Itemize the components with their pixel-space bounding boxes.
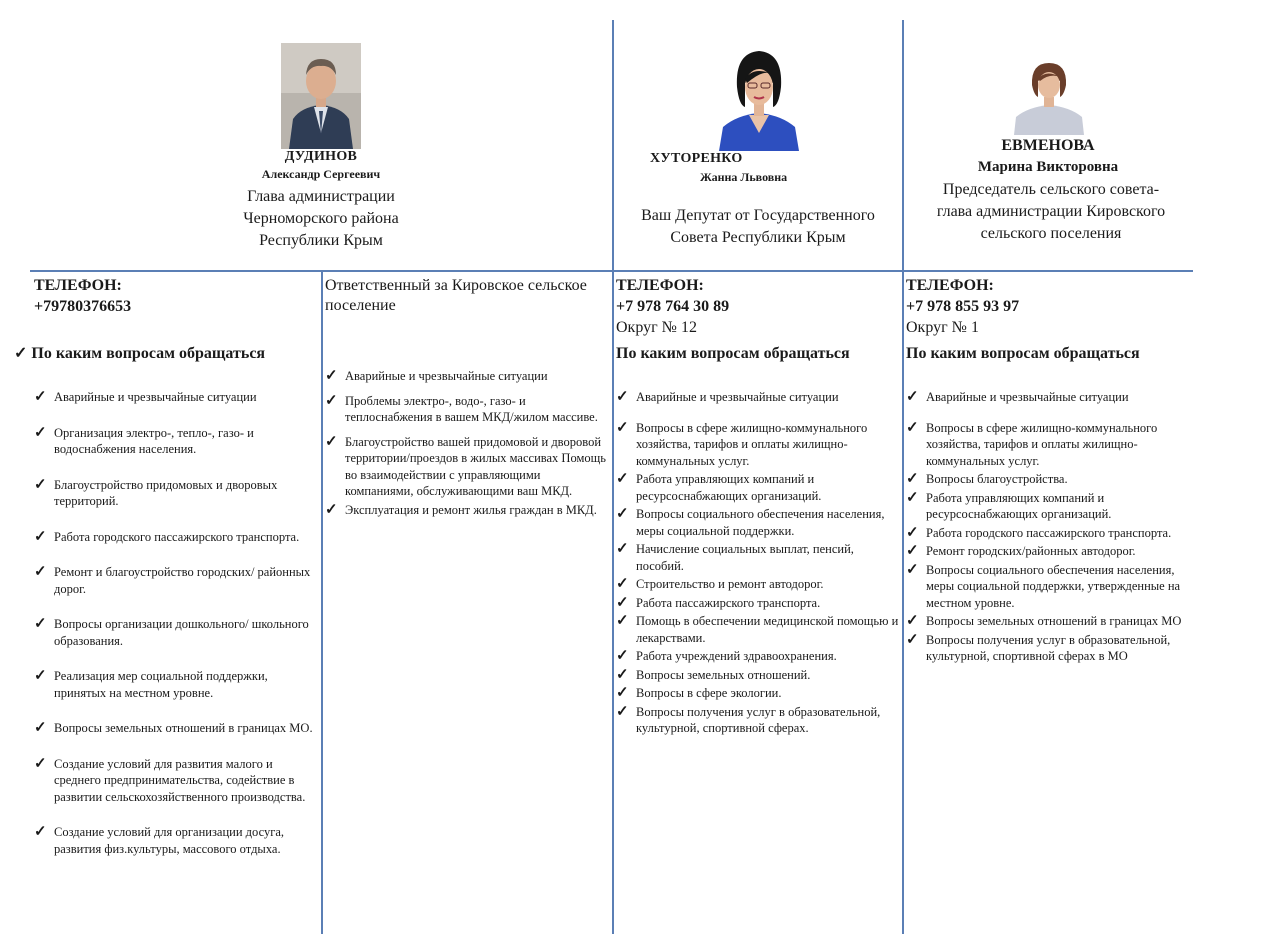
- list-item: ✓ Вопросы земельных отношений в границах МО: [906, 613, 1182, 629]
- col3-questions-heading: По каким вопросам обращаться: [616, 345, 850, 362]
- col3-surname: ХУТОРЕНКО: [650, 151, 743, 166]
- list-item: ✓ Работа управляющих компаний и ресурсоснабжающих организаций.: [616, 471, 822, 503]
- list-item: ✓ Вопросы земельных отношений.: [616, 666, 811, 683]
- checkmark-icon: ✓: [325, 368, 338, 384]
- list-item: ✓ Работа городского пассажирского транспорта.: [906, 524, 1172, 541]
- checkmark-icon: ✓: [34, 476, 47, 493]
- col4-phone: +7 978 855 93 97: [906, 298, 1020, 315]
- checkmark-icon: ✓: [34, 564, 47, 580]
- list-item: ✓ Эксплуатация и ремонт жилья граждан в МКД.: [325, 501, 597, 518]
- checkmark-icon: ✓: [325, 392, 338, 409]
- list-item: ✓ Вопросы в сфере жилищно-коммунального хозяйства, тарифов и оплаты жилищно-коммунальных услуг.: [906, 419, 1158, 468]
- checkmark-icon: ✓: [616, 594, 629, 611]
- list-item: ✓ Создание условий для организации досуга, развития физ.культуры, массового отдыха.: [34, 824, 285, 856]
- list-item: ✓ Вопросы благоустройства.: [906, 471, 1068, 487]
- col1-phone: +79780376653: [34, 298, 132, 315]
- list-item: ✓ Строительство и ремонт автодорог.: [616, 576, 824, 592]
- list-item: ✓ Вопросы в сфере жилищно-коммунального хозяйства, тарифов и оплаты жилищно-коммунальных услуг.: [616, 419, 868, 468]
- checkmark-icon: ✓: [906, 561, 919, 578]
- col1-surname: ДУДИНОВ: [284, 149, 358, 164]
- col1-role-line: Республики Крым: [259, 232, 383, 249]
- list-item: ✓ Вопросы социального обеспечения населения, меры социальной поддержки, утвержденные на местном уровне.: [906, 561, 1181, 610]
- col3-okrug: Округ № 12: [616, 319, 697, 336]
- col4-okrug: Округ № 1: [906, 319, 979, 336]
- col2-list: [325, 368, 610, 526]
- checkmark-icon: ✓: [325, 501, 338, 518]
- list-item: ✓ Помощь в обеспечении медицинской помощью и лекарствами.: [616, 613, 899, 645]
- checkmark-icon: ✓: [34, 824, 47, 840]
- list-item: ✓ Ремонт городских/районных автодорог.: [906, 543, 1136, 559]
- checkmark-icon: ✓: [616, 506, 629, 522]
- col4-role-line: Председатель сельского совета-: [942, 181, 1160, 198]
- col4-role-line: сельского поселения: [980, 225, 1122, 242]
- photo-dudinov: [281, 43, 361, 149]
- checkmark-icon: ✓: [34, 755, 47, 772]
- divider-horizontal: [30, 270, 1193, 272]
- list-item: ✓ Вопросы получения услуг в образовательной, культурной, спортивной сферах в МО: [906, 631, 1171, 663]
- checkmark-icon: ✓: [906, 613, 919, 629]
- checkmark-icon: ✓: [34, 389, 47, 405]
- list-item: ✓ Аварийные и чрезвычайные ситуации: [325, 368, 548, 384]
- list-item: ✓ Работа пассажирского транспорта.: [616, 594, 821, 611]
- col4-role-line: глава администрации Кировского: [936, 203, 1166, 220]
- col1-role-line: Черноморского района: [243, 210, 399, 227]
- photo-evmenova: [1010, 61, 1088, 135]
- col1-questions-heading: ✓ По каким вопросам обращаться: [14, 345, 266, 362]
- col3-role-line: Ваш Депутат от Государственного: [641, 207, 875, 224]
- col1-role-line: Глава администрации: [247, 188, 395, 205]
- checkmark-icon: ✓: [616, 389, 629, 405]
- photo-khutorenko: [713, 43, 805, 151]
- checkmark-icon: ✓: [616, 703, 629, 720]
- checkmark-icon: ✓: [616, 685, 629, 701]
- col4-name: Марина Викторовна: [977, 159, 1119, 175]
- col4-role: [906, 179, 1196, 245]
- list-item: ✓ Работа городского пассажирского транспорта.: [34, 528, 300, 545]
- checkmark-icon: ✓: [906, 631, 919, 648]
- checkmark-icon: ✓: [906, 524, 919, 541]
- list-item: ✓ Вопросы организации дошкольного/ школьного образования.: [34, 616, 309, 648]
- col4-surname: ЕВМЕНОВА: [1001, 137, 1095, 154]
- list-item: ✓ Вопросы получения услуг в образовательной, культурной, спортивной сферах.: [616, 703, 881, 735]
- divider-vertical-1: [612, 20, 614, 934]
- checkmark-icon: ✓: [34, 424, 47, 441]
- checkmark-icon: ✓: [616, 648, 629, 664]
- list-item: ✓ Аварийные и чрезвычайные ситуации: [34, 389, 257, 405]
- checkmark-icon: ✓: [34, 720, 47, 736]
- checkmark-icon: ✓: [616, 576, 629, 592]
- checkmark-icon: ✓: [616, 419, 629, 436]
- col3-phone: +7 978 764 30 89: [616, 298, 730, 315]
- col1-phone-label: ТЕЛЕФОН:: [34, 277, 122, 294]
- list-item: ✓ Организация электро-, тепло-, газо- и водоснабжения населения.: [34, 424, 254, 456]
- checkmark-icon: ✓: [616, 666, 629, 683]
- checkmark-icon: ✓: [616, 541, 629, 557]
- list-item: ✓ Начисление социальных выплат, пенсий, пособий.: [616, 541, 854, 573]
- list-item: ✓ Реализация мер социальной поддержки, принятых на местном уровне.: [34, 668, 268, 700]
- checkmark-icon: ✓: [325, 433, 338, 450]
- list-item: ✓ Аварийные и чрезвычайные ситуации: [906, 389, 1129, 405]
- checkmark-icon: ✓: [616, 613, 629, 629]
- checkmark-icon: ✓: [34, 616, 47, 632]
- col4-questions-heading: По каким вопросам обращаться: [906, 345, 1140, 362]
- col3-name: Жанна Львовна: [700, 170, 788, 184]
- col1-name: Александр Сергеевич: [261, 167, 381, 181]
- divider-vertical-3: [321, 272, 323, 934]
- list-item: ✓ Благоустройство вашей придомовой и дворовой территории/проездов в жилых массивах Помощь во взаимодействии с управляющими компаниями, обслуживающими ваш МКД.: [325, 433, 606, 498]
- list-item: ✓ Работа учреждений здравоохранения.: [616, 648, 837, 664]
- list-item: ✓ Аварийные и чрезвычайные ситуации: [616, 389, 839, 405]
- list-item: ✓ Вопросы в сфере экологии.: [616, 685, 782, 701]
- col3-role: [614, 205, 902, 249]
- checkmark-icon: ✓: [906, 389, 919, 405]
- list-item: ✓ Работа управляющих компаний и ресурсоснабжающих организаций.: [906, 489, 1112, 521]
- checkmark-icon: ✓: [906, 543, 919, 559]
- list-item: ✓ Создание условий для развития малого и среднего предпринимательства, содействие в развитии сельскохозяйственного производства.: [34, 755, 306, 804]
- checkmark-icon: ✓: [616, 471, 629, 487]
- col4-phone-label: ТЕЛЕФОН:: [906, 277, 994, 294]
- col3-phone-label: ТЕЛЕФОН:: [616, 277, 704, 294]
- col3-list: [616, 389, 902, 739]
- col2-responsible: Ответственный за Кировское сельское поселение: [325, 277, 587, 314]
- list-item: ✓ Вопросы земельных отношений в границах МО.: [34, 720, 313, 736]
- divider-vertical-2: [902, 20, 904, 934]
- list-item: ✓ Вопросы социального обеспечения населения, меры социальной поддержки.: [616, 506, 885, 538]
- col3-role-line: Совета Республики Крым: [670, 229, 846, 246]
- checkmark-icon: ✓: [34, 528, 47, 545]
- col1-list: [34, 389, 316, 876]
- list-item: ✓ Проблемы электро-, водо-, газо- и теплоснабжения в вашем МКД/жилом массиве.: [325, 392, 598, 424]
- checkmark-icon: ✓: [906, 471, 919, 487]
- list-item: ✓ Ремонт и благоустройство городских/ районных дорог.: [34, 564, 311, 596]
- checkmark-icon: ✓: [34, 668, 47, 684]
- col1-role: [171, 186, 471, 252]
- col4-list: [906, 389, 1194, 667]
- checkmark-icon: ✓: [906, 419, 919, 436]
- checkmark-icon: ✓: [906, 489, 919, 506]
- list-item: ✓ Благоустройство придомовых и дворовых территорий.: [34, 476, 278, 508]
